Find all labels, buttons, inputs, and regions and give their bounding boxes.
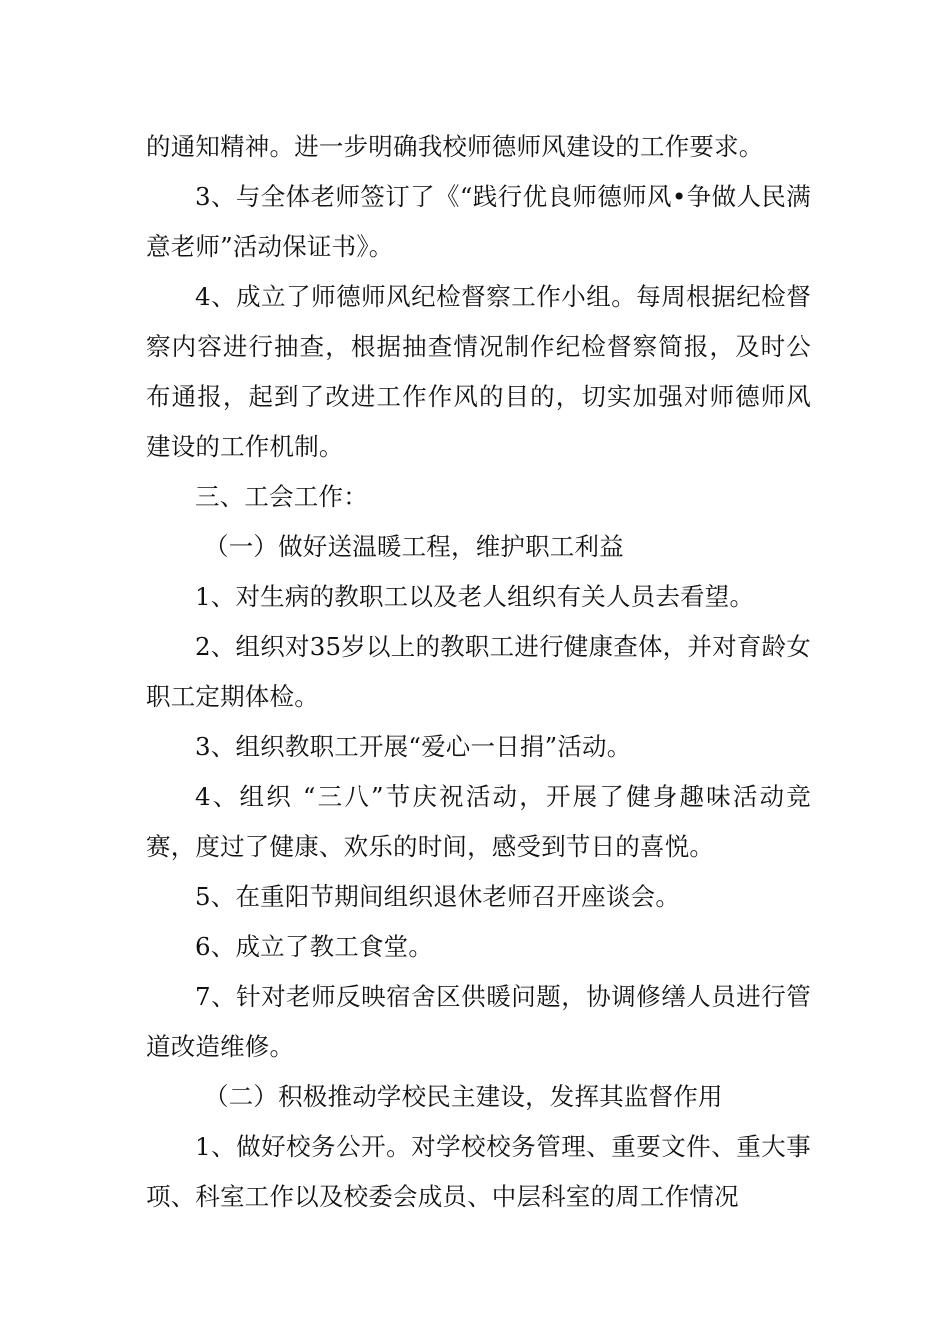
document-body — [146, 122, 811, 1222]
paragraph-item-4-inspection-group: 4、成立了师德师风纪检督察工作小组。每周根据纪检督察内容进行抽查，根据抽查情况制作纪检督察简报，及时公布通报，起到了改进工作作风的目的，切实加强对师德师风建设的工作机制。 — [146, 282, 811, 461]
subsection-heading-warmth-project: （一）做好送温暖工程，维护职工利益 — [204, 532, 624, 561]
section-heading-union-work: 三、工会工作： — [195, 482, 368, 511]
paragraph-item-2-health-check: 2、组织对35岁以上的教职工进行健康查体，并对育龄女职工定期体检。 — [146, 632, 811, 711]
paragraph-item-4-womens-day: 4、组织 “三八”节庆祝活动，开展了健身趣味活动竞赛，度过了健康、欢乐的时间，感受到节日的喜悦。 — [146, 782, 811, 861]
paragraph-item-6-canteen: 6、成立了教工食堂。 — [195, 932, 434, 961]
paragraph-continuation: 的通知精神。进一步明确我校师德师风建设的工作要求。 — [146, 132, 764, 161]
paragraph-item-3-pledge: 3、与全体老师签订了《“践行优良师德师风•争做人民满意老师”活动保证书》。 — [146, 182, 811, 261]
subsection-heading-democracy: （二）积极推动学校民主建设，发挥其监督作用 — [204, 1082, 723, 1111]
paragraph-item-7-heating: 7、针对老师反映宿舍区供暖问题，协调修缮人员进行管道改造维修。 — [146, 982, 811, 1061]
paragraph-item-3-donation: 3、组织教职工开展“爱心一日捐”活动。 — [195, 732, 632, 761]
paragraph-item-1-disclosure: 1、做好校务公开。对学校校务管理、重要文件、重大事项、科室工作以及校委会成员、中层科室的周工作情况 — [146, 1132, 811, 1211]
paragraph-item-5-retirees: 5、在重阳节期间组织退休老师召开座谈会。 — [195, 882, 681, 911]
paragraph-item-1-visits: 1、对生病的教职工以及老人组织有关人员去看望。 — [195, 582, 755, 611]
